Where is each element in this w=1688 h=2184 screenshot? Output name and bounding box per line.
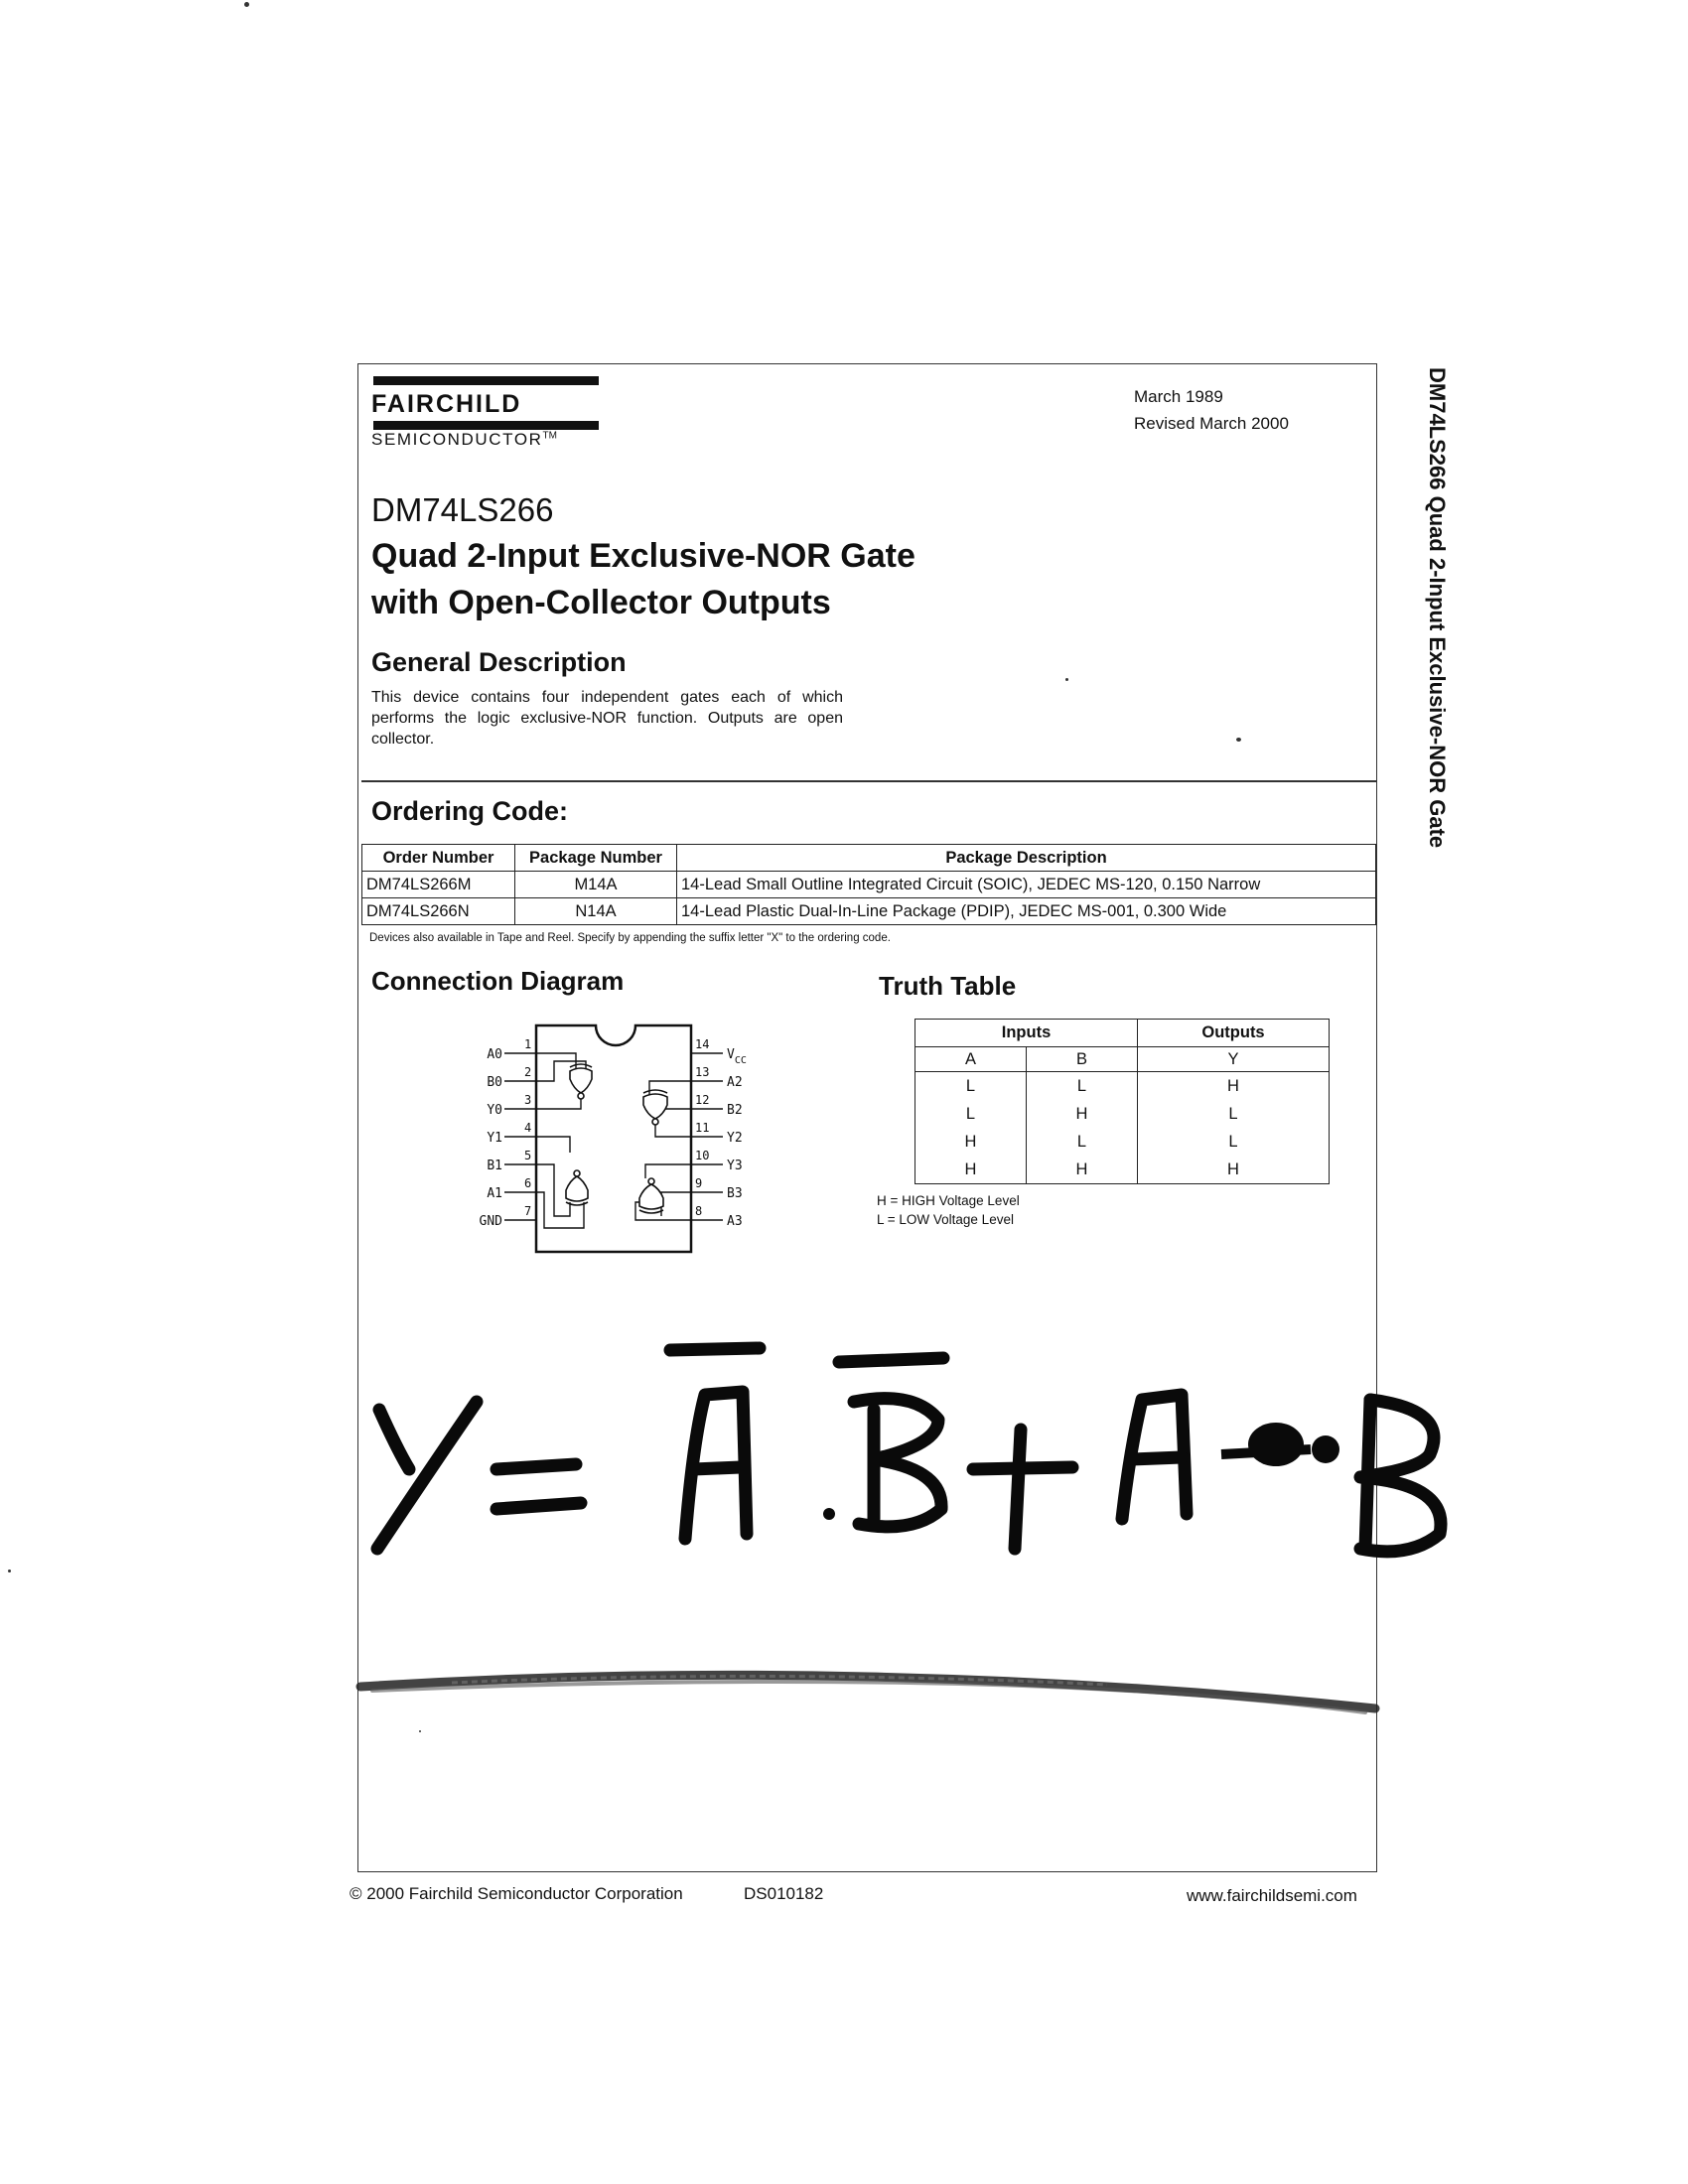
- general-description-text: This device contains four independent gates each of which performs the logic exclusive-NOR function. Outputs are open collector.: [371, 689, 843, 748]
- truth-cell: H: [1138, 1072, 1330, 1101]
- xnor-gate-2: [643, 1094, 667, 1119]
- truth-column-header-row: [915, 1047, 1330, 1072]
- left-pin-numbers: [524, 1037, 531, 1218]
- ordering-note: Devices also available in Tape and Reel. Specify by appending the suffix letter "X" to the ordering code.: [369, 932, 891, 944]
- scan-speck: [8, 1570, 11, 1572]
- table-row: [362, 898, 1376, 925]
- pin-number: 11: [695, 1121, 710, 1135]
- date-original: March 1989: [1134, 387, 1223, 406]
- logo-bar-bottom: [373, 421, 599, 430]
- section-divider: [361, 780, 1376, 782]
- table-row: [362, 872, 1376, 898]
- title-line-1: Quad 2-Input Exclusive-NOR Gate: [371, 537, 915, 575]
- pin-label: Y3: [727, 1159, 743, 1173]
- ordering-col-header: Order Number: [362, 845, 515, 872]
- pin-label: Y2: [727, 1131, 743, 1146]
- truth-table: [914, 1019, 1330, 1184]
- pin-number: 8: [695, 1204, 703, 1218]
- truth-col-b: B: [1027, 1047, 1138, 1072]
- gate-1-bubble: [574, 1170, 580, 1176]
- general-description-heading: General Description: [371, 647, 627, 677]
- truth-cell: L: [1138, 1128, 1330, 1156]
- pin-label: B2: [727, 1103, 743, 1118]
- truth-cell: L: [915, 1100, 1027, 1128]
- package-number-cell: N14A: [515, 898, 677, 925]
- pin-number: 6: [524, 1176, 532, 1190]
- pin-label: GND: [479, 1214, 502, 1229]
- outputs-header: Outputs: [1138, 1020, 1330, 1047]
- pin-number: 13: [695, 1065, 710, 1079]
- pin-number: 10: [695, 1149, 710, 1162]
- pin-label: B1: [487, 1159, 502, 1173]
- pin-label: A3: [727, 1214, 743, 1229]
- package-description-cell: 14-Lead Small Outline Integrated Circuit (SOIC), JEDEC MS-120, 0.150 Narrow: [677, 872, 1376, 898]
- table-row: [915, 1100, 1330, 1128]
- pin-label: Y1: [487, 1131, 502, 1146]
- truth-cell: H: [1027, 1100, 1138, 1128]
- footer-copyright: © 2000 Fairchild Semiconductor Corporation: [350, 1884, 683, 1903]
- pin-number: 12: [695, 1093, 710, 1107]
- legend-high: H = HIGH Voltage Level: [877, 1193, 1020, 1208]
- pin-number: 9: [695, 1176, 703, 1190]
- package-description-cell: 14-Lead Plastic Dual-In-Line Package (PDIP), JEDEC MS-001, 0.300 Wide: [677, 898, 1376, 925]
- xnor-gate-1: [566, 1176, 588, 1201]
- right-pin-labels: [727, 1047, 747, 1229]
- logo-trademark: TM: [542, 430, 557, 442]
- pin-label: A0: [487, 1047, 502, 1062]
- pin-label: Y0: [487, 1103, 502, 1118]
- order-number-cell: DM74LS266N: [362, 898, 515, 925]
- handwritten-equation: [357, 1320, 1470, 1578]
- legend-low: L = LOW Voltage Level: [877, 1212, 1014, 1227]
- table-row: [915, 1156, 1330, 1184]
- logo-bar-top: [373, 376, 599, 385]
- truth-cell: L: [1027, 1128, 1138, 1156]
- xnor-gates: [566, 1064, 667, 1213]
- right-pin-numbers: [695, 1037, 709, 1218]
- xnor-gate-3: [639, 1184, 663, 1209]
- pin-number: 14: [695, 1037, 710, 1051]
- truth-cell: L: [915, 1072, 1027, 1101]
- equation-stroke: [1221, 1449, 1311, 1454]
- pin-number: 1: [524, 1037, 532, 1051]
- internal-wiring: [536, 1053, 691, 1228]
- table-row: [915, 1072, 1330, 1101]
- truth-cell: L: [1138, 1100, 1330, 1128]
- scan-speck: [244, 2, 249, 7]
- gate-2-bubble: [652, 1119, 658, 1125]
- inputs-header: Inputs: [915, 1020, 1138, 1047]
- logo-company: FAIRCHILD: [371, 390, 522, 418]
- pin-label: B3: [727, 1186, 743, 1201]
- pin-label: A2: [727, 1075, 743, 1090]
- date-revised: Revised March 2000: [1134, 414, 1289, 433]
- ic-body: [536, 1025, 691, 1252]
- truth-cell: H: [1138, 1156, 1330, 1184]
- logo-division-text: SEMICONDUCTOR: [371, 430, 543, 449]
- pin-number: 2: [524, 1065, 532, 1079]
- truth-cell: H: [1027, 1156, 1138, 1184]
- gate-3-bubble: [648, 1178, 654, 1184]
- ordering-header-row: [362, 845, 1376, 872]
- part-number: DM74LS266: [371, 491, 554, 528]
- title-line-2: with Open-Collector Outputs: [371, 584, 831, 621]
- ordering-code-heading: Ordering Code:: [371, 796, 569, 826]
- vcc-subscript: CC: [734, 1055, 747, 1066]
- vcc-main: V: [727, 1047, 735, 1062]
- connection-diagram-heading: Connection Diagram: [371, 966, 625, 996]
- side-title: DM74LS266 Quad 2-Input Exclusive-NOR Gate: [1425, 367, 1450, 849]
- pin-label: A1: [487, 1186, 502, 1201]
- scribble-line: [352, 1643, 1385, 1722]
- truth-cell: L: [1027, 1072, 1138, 1101]
- truth-cell: H: [915, 1128, 1027, 1156]
- truth-cell: H: [915, 1156, 1027, 1184]
- pin-number: 3: [524, 1093, 532, 1107]
- logo-division: [371, 430, 557, 450]
- truth-col-y: Y: [1138, 1047, 1330, 1072]
- xnor-gate-0: [570, 1068, 592, 1093]
- pin-label: B0: [487, 1075, 502, 1090]
- ordering-col-header: Package Number: [515, 845, 677, 872]
- pin-number: 5: [524, 1149, 532, 1162]
- pin-number: 7: [524, 1204, 532, 1218]
- gate-0-bubble: [578, 1093, 584, 1099]
- truth-table-heading: Truth Table: [879, 971, 1017, 1001]
- table-row: [915, 1128, 1330, 1156]
- equation-blot: [1248, 1423, 1304, 1466]
- footer-url: www.fairchildsemi.com: [1187, 1886, 1357, 1905]
- pin-number: 4: [524, 1121, 532, 1135]
- connection-diagram: [467, 1018, 765, 1256]
- pin-label-vcc: [727, 1047, 747, 1066]
- truth-col-a: A: [915, 1047, 1027, 1072]
- truth-group-header-row: [915, 1020, 1330, 1047]
- package-number-cell: M14A: [515, 872, 677, 898]
- footer-doc-number: DS010182: [744, 1884, 824, 1903]
- order-number-cell: DM74LS266M: [362, 872, 515, 898]
- ordering-table: [361, 844, 1376, 925]
- ordering-col-header: Package Description: [677, 845, 1376, 872]
- equation-blot: [1312, 1435, 1339, 1463]
- left-pin-labels: [480, 1047, 503, 1229]
